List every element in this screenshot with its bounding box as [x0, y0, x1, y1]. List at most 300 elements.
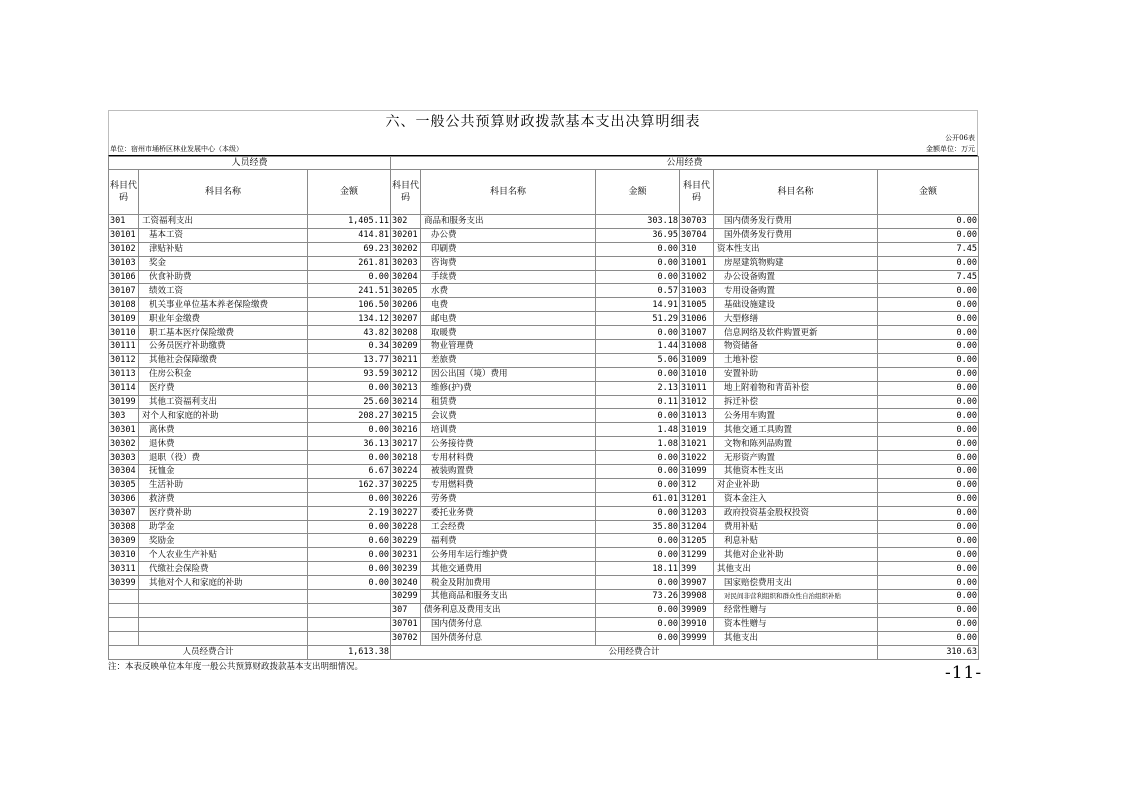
row-name-a: 公务员医疗补助缴费 [139, 340, 308, 354]
row-name-b: 被装购置费 [421, 465, 596, 479]
row-amount-a: 106.50 [308, 298, 391, 312]
row-amount-a: 134.12 [308, 312, 391, 326]
row-code-b: 30201 [391, 228, 421, 242]
row-name-b: 专用材料费 [421, 451, 596, 465]
row-amount-a: 208.27 [308, 409, 391, 423]
row-amount-a: 0.00 [308, 451, 391, 465]
table-row [109, 520, 979, 534]
row-amount-c: 0.00 [878, 423, 979, 437]
row-name-a: 代缴社会保险费 [139, 562, 308, 576]
row-amount-a: 36.13 [308, 437, 391, 451]
row-name-a: 工资福利支出 [139, 215, 308, 229]
row-name-b: 邮电费 [421, 312, 596, 326]
row-code-b: 30205 [391, 284, 421, 298]
row-name-b: 手续费 [421, 270, 596, 284]
row-amount-b: 0.00 [596, 367, 680, 381]
row-code-c: 39907 [680, 576, 714, 590]
row-code-a: 30304 [109, 465, 139, 479]
row-code-c: 31021 [680, 437, 714, 451]
row-name-b: 劳务费 [421, 492, 596, 506]
table-row [109, 603, 979, 617]
row-amount-b: 0.00 [596, 603, 680, 617]
row-code-c: 31001 [680, 256, 714, 270]
row-name-c: 土地补偿 [714, 353, 878, 367]
row-code-c: 31012 [680, 395, 714, 409]
row-name-c: 资本金注入 [714, 492, 878, 506]
row-name-c: 房屋建筑物购建 [714, 256, 878, 270]
col-code-b: 科目代码 [391, 170, 421, 215]
row-code-a: 301 [109, 215, 139, 229]
public-total-amount: 310.63 [878, 645, 979, 659]
table-row [109, 451, 979, 465]
row-name-a: 奖励金 [139, 534, 308, 548]
row-code-c: 31006 [680, 312, 714, 326]
row-amount-a: 6.67 [308, 465, 391, 479]
row-name-c: 国内债务发行费用 [714, 215, 878, 229]
row-code-a: 30109 [109, 312, 139, 326]
row-name-c: 文物和陈列品购置 [714, 437, 878, 451]
row-name-b: 公务用车运行维护费 [421, 548, 596, 562]
row-name-a: 离休费 [139, 423, 308, 437]
row-name-b: 国外债务付息 [421, 631, 596, 645]
row-code-c: 31204 [680, 520, 714, 534]
row-name-c: 物资储备 [714, 340, 878, 354]
row-code-a: 30103 [109, 256, 139, 270]
row-code-a: 30399 [109, 576, 139, 590]
row-amount-c: 0.00 [878, 409, 979, 423]
col-name-c: 科目名称 [714, 170, 878, 215]
table-row [109, 256, 979, 270]
table-row [109, 326, 979, 340]
row-amount-a: 13.77 [308, 353, 391, 367]
row-name-c: 其他支出 [714, 562, 878, 576]
row-code-c: 31009 [680, 353, 714, 367]
row-amount-c: 0.00 [878, 534, 979, 548]
row-code-a: 30301 [109, 423, 139, 437]
row-amount-b: 18.11 [596, 562, 680, 576]
row-code-a: 30113 [109, 367, 139, 381]
row-name-b: 咨询费 [421, 256, 596, 270]
row-name-a: 津贴补贴 [139, 242, 308, 256]
row-code-a: 30308 [109, 520, 139, 534]
row-code-a: 30101 [109, 228, 139, 242]
unit-label: 单位：宿州市埇桥区林业发展中心（本级） [110, 145, 243, 153]
section-public: 公用经费 [391, 157, 979, 170]
row-code-b: 30229 [391, 534, 421, 548]
row-amount-c: 0.00 [878, 617, 979, 631]
row-amount-c: 0.00 [878, 520, 979, 534]
row-amount-c: 0.00 [878, 228, 979, 242]
row-amount-b: 51.29 [596, 312, 680, 326]
row-code-b: 30226 [391, 492, 421, 506]
row-code-c: 30703 [680, 215, 714, 229]
row-name-a: 助学金 [139, 520, 308, 534]
row-amount-c: 0.00 [878, 465, 979, 479]
row-code-c: 39909 [680, 603, 714, 617]
row-code-b: 30212 [391, 367, 421, 381]
row-amount-a: 0.60 [308, 534, 391, 548]
row-name-c: 对民间非营利组织和群众性自治组织补贴 [714, 590, 878, 604]
table-row [109, 298, 979, 312]
row-amount-c: 0.00 [878, 326, 979, 340]
table-row [109, 631, 979, 645]
row-code-a: 30305 [109, 478, 139, 492]
row-amount-b: 61.01 [596, 492, 680, 506]
row-code-b: 30208 [391, 326, 421, 340]
row-amount-c: 0.00 [878, 590, 979, 604]
row-name-c: 办公设备购置 [714, 270, 878, 284]
row-code-b: 30204 [391, 270, 421, 284]
col-code-c: 科目代码 [680, 170, 714, 215]
row-code-c: 31205 [680, 534, 714, 548]
row-code-a: 30102 [109, 242, 139, 256]
row-code-c: 31013 [680, 409, 714, 423]
row-amount-b: 0.00 [596, 617, 680, 631]
row-name-b: 培训费 [421, 423, 596, 437]
row-name-a: 职业年金缴费 [139, 312, 308, 326]
row-code-c: 31002 [680, 270, 714, 284]
table-row [109, 617, 979, 631]
column-header-row [109, 170, 979, 215]
table-row [109, 242, 979, 256]
row-name-b: 取暖费 [421, 326, 596, 340]
row-amount-a: 0.00 [308, 562, 391, 576]
table-row [109, 534, 979, 548]
row-amount-c: 0.00 [878, 340, 979, 354]
row-amount-b: 0.00 [596, 548, 680, 562]
page-number: -11- [945, 663, 983, 683]
row-code-b: 30216 [391, 423, 421, 437]
row-amount-b: 5.06 [596, 353, 680, 367]
row-code-a: 30306 [109, 492, 139, 506]
table-row [109, 548, 979, 562]
row-amount-c: 0.00 [878, 451, 979, 465]
row-amount-b: 0.00 [596, 465, 680, 479]
row-code-a: 30303 [109, 451, 139, 465]
row-name-b: 委托业务费 [421, 506, 596, 520]
row-amount-b: 0.00 [596, 576, 680, 590]
row-name-c: 公务用车购置 [714, 409, 878, 423]
row-code-a: 30112 [109, 353, 139, 367]
row-name-a: 其他工资福利支出 [139, 395, 308, 409]
row-name-c: 安置补助 [714, 367, 878, 381]
money-unit: 金额单位：万元 [926, 145, 975, 153]
row-amount-a: 162.37 [308, 478, 391, 492]
row-name-b: 税金及附加费用 [421, 576, 596, 590]
col-amount-a: 金额 [308, 170, 391, 215]
row-name-a [139, 631, 308, 645]
row-amount-c: 0.00 [878, 478, 979, 492]
row-name-b: 公务接待费 [421, 437, 596, 451]
table-note: 注：本表反映单位本年度一般公共预算财政拨款基本支出明细情况。 [108, 661, 364, 672]
col-name-a: 科目名称 [139, 170, 308, 215]
row-name-c: 对企业补助 [714, 478, 878, 492]
row-name-b: 工会经费 [421, 520, 596, 534]
row-code-b: 30702 [391, 631, 421, 645]
row-code-a: 30310 [109, 548, 139, 562]
row-name-c: 大型修缮 [714, 312, 878, 326]
meta-row [108, 144, 978, 156]
row-name-a [139, 590, 308, 604]
table-row [109, 367, 979, 381]
row-name-a: 职工基本医疗保险缴费 [139, 326, 308, 340]
row-name-a: 生活补助 [139, 478, 308, 492]
row-amount-b: 1.44 [596, 340, 680, 354]
row-code-b: 30217 [391, 437, 421, 451]
row-code-c: 31299 [680, 548, 714, 562]
row-amount-b: 73.26 [596, 590, 680, 604]
row-code-a: 30311 [109, 562, 139, 576]
row-amount-a: 0.00 [308, 548, 391, 562]
row-code-c: 31007 [680, 326, 714, 340]
row-name-a: 救济费 [139, 492, 308, 506]
row-code-b: 30240 [391, 576, 421, 590]
row-amount-b: 1.48 [596, 423, 680, 437]
table-row [109, 478, 979, 492]
row-amount-b: 303.18 [596, 215, 680, 229]
row-name-a: 抚恤金 [139, 465, 308, 479]
row-amount-a: 0.00 [308, 270, 391, 284]
row-code-a [109, 617, 139, 631]
row-name-c: 其他对企业补助 [714, 548, 878, 562]
row-code-b: 30701 [391, 617, 421, 631]
row-amount-a: 1,405.11 [308, 215, 391, 229]
row-amount-b: 0.57 [596, 284, 680, 298]
row-name-c: 资本性赠与 [714, 617, 878, 631]
row-amount-c: 0.00 [878, 437, 979, 451]
row-name-c: 经常性赠与 [714, 603, 878, 617]
table-row [109, 284, 979, 298]
row-amount-a [308, 603, 391, 617]
row-code-a: 30307 [109, 506, 139, 520]
row-amount-a: 0.34 [308, 340, 391, 354]
row-code-a: 30114 [109, 381, 139, 395]
table-row [109, 215, 979, 229]
row-code-b: 30211 [391, 353, 421, 367]
row-code-b: 30206 [391, 298, 421, 312]
row-name-c: 基础设施建设 [714, 298, 878, 312]
row-code-b: 30213 [391, 381, 421, 395]
table-row [109, 437, 979, 451]
row-code-c: 31010 [680, 367, 714, 381]
row-amount-a: 241.51 [308, 284, 391, 298]
row-name-b: 水费 [421, 284, 596, 298]
row-amount-a: 0.00 [308, 492, 391, 506]
row-name-b: 物业管理费 [421, 340, 596, 354]
totals-row [109, 645, 979, 659]
report-title: 六、一般公共预算财政拨款基本支出决算明细表 [108, 110, 978, 133]
col-name-b: 科目名称 [421, 170, 596, 215]
row-name-a: 医疗费 [139, 381, 308, 395]
row-name-b: 维修(护)费 [421, 381, 596, 395]
table-row [109, 409, 979, 423]
row-amount-a: 0.00 [308, 423, 391, 437]
row-amount-b: 0.00 [596, 534, 680, 548]
report-sheet [108, 110, 978, 673]
row-amount-a: 2.19 [308, 506, 391, 520]
row-code-c: 31011 [680, 381, 714, 395]
row-name-a: 奖金 [139, 256, 308, 270]
row-name-b: 会议费 [421, 409, 596, 423]
row-code-b: 30203 [391, 256, 421, 270]
table-row [109, 576, 979, 590]
table-row [109, 492, 979, 506]
table-row [109, 395, 979, 409]
row-code-a: 30110 [109, 326, 139, 340]
row-name-c: 政府投资基金股权投资 [714, 506, 878, 520]
table-row [109, 590, 979, 604]
row-amount-c: 0.00 [878, 562, 979, 576]
row-code-c: 31022 [680, 451, 714, 465]
row-name-c: 拆迁补偿 [714, 395, 878, 409]
row-code-b: 30228 [391, 520, 421, 534]
row-name-b: 印刷费 [421, 242, 596, 256]
row-name-c: 资本性支出 [714, 242, 878, 256]
row-amount-c: 0.00 [878, 312, 979, 326]
row-name-c: 其他交通工具购置 [714, 423, 878, 437]
row-code-a: 303 [109, 409, 139, 423]
row-name-b: 债务利息及费用支出 [421, 603, 596, 617]
row-amount-c: 0.00 [878, 284, 979, 298]
row-amount-a: 261.81 [308, 256, 391, 270]
row-code-b: 30224 [391, 465, 421, 479]
row-code-b: 30231 [391, 548, 421, 562]
row-code-c: 39999 [680, 631, 714, 645]
row-amount-c: 7.45 [878, 242, 979, 256]
row-name-b: 因公出国（境）费用 [421, 367, 596, 381]
row-code-b: 30218 [391, 451, 421, 465]
row-amount-b: 0.00 [596, 270, 680, 284]
table-row [109, 562, 979, 576]
row-name-a [139, 617, 308, 631]
personnel-total-amount: 1,613.38 [308, 645, 391, 659]
row-amount-c: 0.00 [878, 298, 979, 312]
row-code-b: 307 [391, 603, 421, 617]
row-name-c: 地上附着物和青苗补偿 [714, 381, 878, 395]
row-name-c: 其他资本性支出 [714, 465, 878, 479]
row-amount-b: 2.13 [596, 381, 680, 395]
row-amount-b: 0.00 [596, 506, 680, 520]
row-code-c: 31201 [680, 492, 714, 506]
row-name-b: 福利费 [421, 534, 596, 548]
table-row [109, 312, 979, 326]
section-header-row [109, 157, 979, 170]
row-amount-a: 0.00 [308, 520, 391, 534]
row-code-b: 30202 [391, 242, 421, 256]
row-code-c: 399 [680, 562, 714, 576]
table-row [109, 270, 979, 284]
row-name-c: 信息网络及软件购置更新 [714, 326, 878, 340]
row-name-b: 差旅费 [421, 353, 596, 367]
table-row [109, 506, 979, 520]
row-name-a: 对个人和家庭的补助 [139, 409, 308, 423]
row-code-c: 30704 [680, 228, 714, 242]
row-code-b: 30227 [391, 506, 421, 520]
row-code-a: 30199 [109, 395, 139, 409]
row-amount-c: 0.00 [878, 492, 979, 506]
row-amount-a: 93.59 [308, 367, 391, 381]
row-name-a: 个人农业生产补贴 [139, 548, 308, 562]
row-name-b: 其他交通费用 [421, 562, 596, 576]
row-amount-c: 0.00 [878, 215, 979, 229]
row-code-c: 39910 [680, 617, 714, 631]
row-amount-c: 0.00 [878, 381, 979, 395]
row-amount-a: 414.81 [308, 228, 391, 242]
row-amount-b: 35.80 [596, 520, 680, 534]
row-name-a: 其他对个人和家庭的补助 [139, 576, 308, 590]
row-code-b: 30214 [391, 395, 421, 409]
row-amount-a [308, 617, 391, 631]
row-code-a: 30108 [109, 298, 139, 312]
row-code-a: 30106 [109, 270, 139, 284]
row-code-b: 30239 [391, 562, 421, 576]
row-code-a: 30107 [109, 284, 139, 298]
table-row [109, 340, 979, 354]
row-name-a: 绩效工资 [139, 284, 308, 298]
row-code-b: 30225 [391, 478, 421, 492]
row-code-c: 31203 [680, 506, 714, 520]
row-name-b: 办公费 [421, 228, 596, 242]
row-name-c: 国外债务发行费用 [714, 228, 878, 242]
row-amount-a: 25.60 [308, 395, 391, 409]
row-name-c: 无形资产购置 [714, 451, 878, 465]
row-name-c: 专用设备购置 [714, 284, 878, 298]
row-code-b: 30299 [391, 590, 421, 604]
row-amount-b: 0.00 [596, 242, 680, 256]
row-name-b: 专用燃料费 [421, 478, 596, 492]
row-code-a [109, 603, 139, 617]
row-amount-b: 0.00 [596, 451, 680, 465]
row-code-b: 30207 [391, 312, 421, 326]
public-total-label: 公用经费合计 [391, 645, 878, 659]
row-amount-a: 0.00 [308, 576, 391, 590]
row-name-c: 费用补贴 [714, 520, 878, 534]
row-code-c: 31003 [680, 284, 714, 298]
row-amount-b: 36.95 [596, 228, 680, 242]
row-amount-b: 0.00 [596, 478, 680, 492]
row-amount-a: 43.82 [308, 326, 391, 340]
row-name-c: 其他支出 [714, 631, 878, 645]
row-code-a: 30111 [109, 340, 139, 354]
row-amount-c: 0.00 [878, 367, 979, 381]
row-code-c: 312 [680, 478, 714, 492]
table-row [109, 465, 979, 479]
row-name-a: 伙食补助费 [139, 270, 308, 284]
row-code-c: 31005 [680, 298, 714, 312]
section-personnel: 人员经费 [109, 157, 391, 170]
row-amount-a [308, 631, 391, 645]
expenditure-table [108, 156, 979, 660]
row-name-a: 住房公积金 [139, 367, 308, 381]
row-name-b: 商品和服务支出 [421, 215, 596, 229]
row-code-b: 30209 [391, 340, 421, 354]
row-code-a [109, 631, 139, 645]
row-code-a [109, 590, 139, 604]
col-code-a: 科目代码 [109, 170, 139, 215]
row-amount-b: 14.91 [596, 298, 680, 312]
row-name-a: 医疗费补助 [139, 506, 308, 520]
table-row [109, 423, 979, 437]
table-row [109, 353, 979, 367]
row-amount-b: 1.08 [596, 437, 680, 451]
row-amount-c: 0.00 [878, 548, 979, 562]
row-name-a [139, 603, 308, 617]
row-code-c: 39908 [680, 590, 714, 604]
table-row [109, 228, 979, 242]
col-amount-b: 金额 [596, 170, 680, 215]
row-name-b: 租赁费 [421, 395, 596, 409]
row-name-b: 国内债务付息 [421, 617, 596, 631]
